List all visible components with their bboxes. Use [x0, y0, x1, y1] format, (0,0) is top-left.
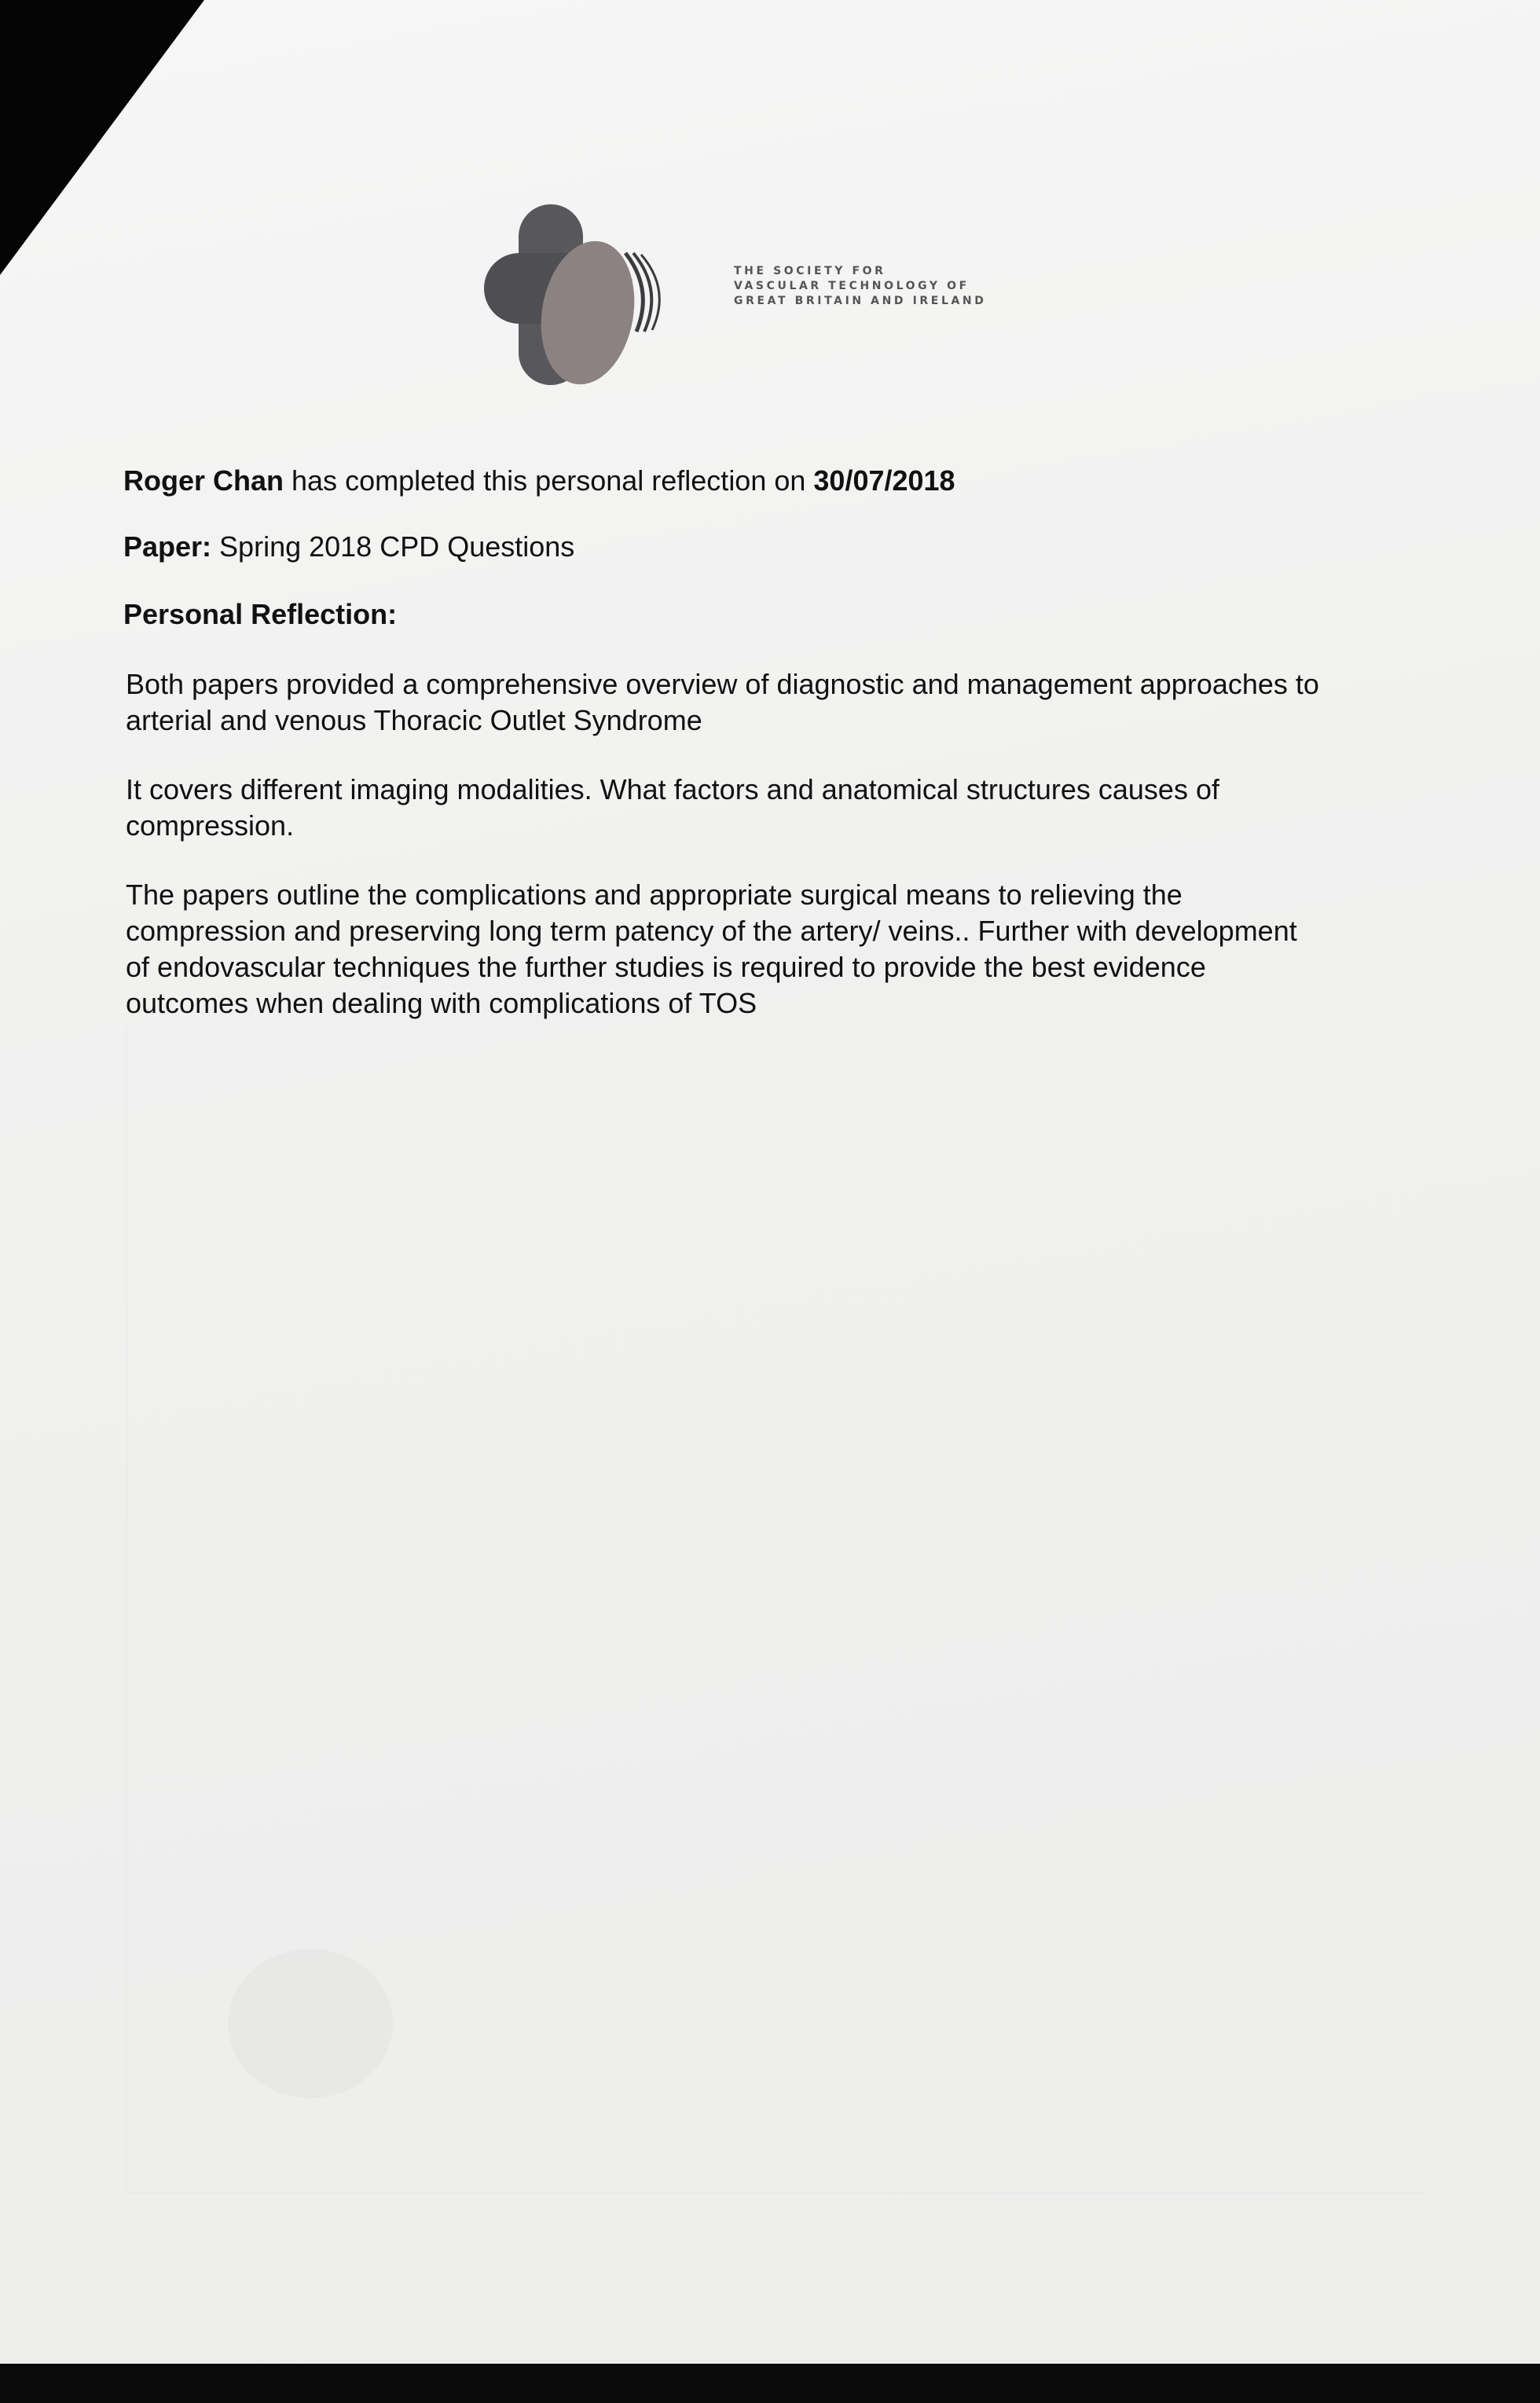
- paragraph-line: arterial and venous Thoracic Outlet Syndrome: [126, 704, 702, 736]
- paragraph-line: It covers different imaging modalities. What factors and anatomical structures causes of: [126, 773, 1219, 805]
- reflection-paragraph-1: [126, 666, 1428, 739]
- participant-name: Roger Chan: [123, 464, 284, 497]
- reflection-paragraph-3: [126, 877, 1428, 1022]
- background-bottom-edge: [0, 2364, 1540, 2403]
- paragraph-line: compression and preserving long term patency of the artery/ veins.. Further with development: [126, 915, 1297, 947]
- paragraph-line: outcomes when dealing with complications of TOS: [126, 987, 757, 1019]
- society-name-line-2: VASCULAR TECHNOLOGY OF: [734, 280, 970, 292]
- completion-statement: [123, 464, 1428, 498]
- paragraph-line: Both papers provided a comprehensive overview of diagnostic and management approaches to: [126, 668, 1319, 700]
- paragraph-line: The papers outline the complications and appropriate surgical means to relieving the: [126, 879, 1182, 911]
- society-logo-icon: [471, 196, 676, 393]
- paper-line: [123, 530, 1428, 564]
- paragraph-line: compression.: [126, 809, 295, 842]
- paper-value: Spring 2018 CPD Questions: [211, 530, 575, 563]
- completion-text: has completed this personal reflection on: [284, 464, 814, 497]
- paper-label: Paper:: [123, 530, 212, 563]
- society-name-line-3: GREAT BRITAIN AND IRELAND: [734, 295, 987, 307]
- bleed-through-mark: [228, 1949, 393, 2098]
- society-name-line-1: THE SOCIETY FOR: [734, 265, 886, 277]
- society-name: [734, 264, 986, 309]
- reflection-paragraph-2: [126, 772, 1428, 844]
- paragraph-line: of endovascular techniques the further studies is required to provide the best evidence: [126, 951, 1206, 983]
- background-corner: [0, 0, 204, 275]
- completion-date: 30/07/2018: [813, 464, 955, 497]
- reflection-heading: Personal Reflection:: [123, 598, 398, 630]
- certificate-content: [123, 464, 1428, 1055]
